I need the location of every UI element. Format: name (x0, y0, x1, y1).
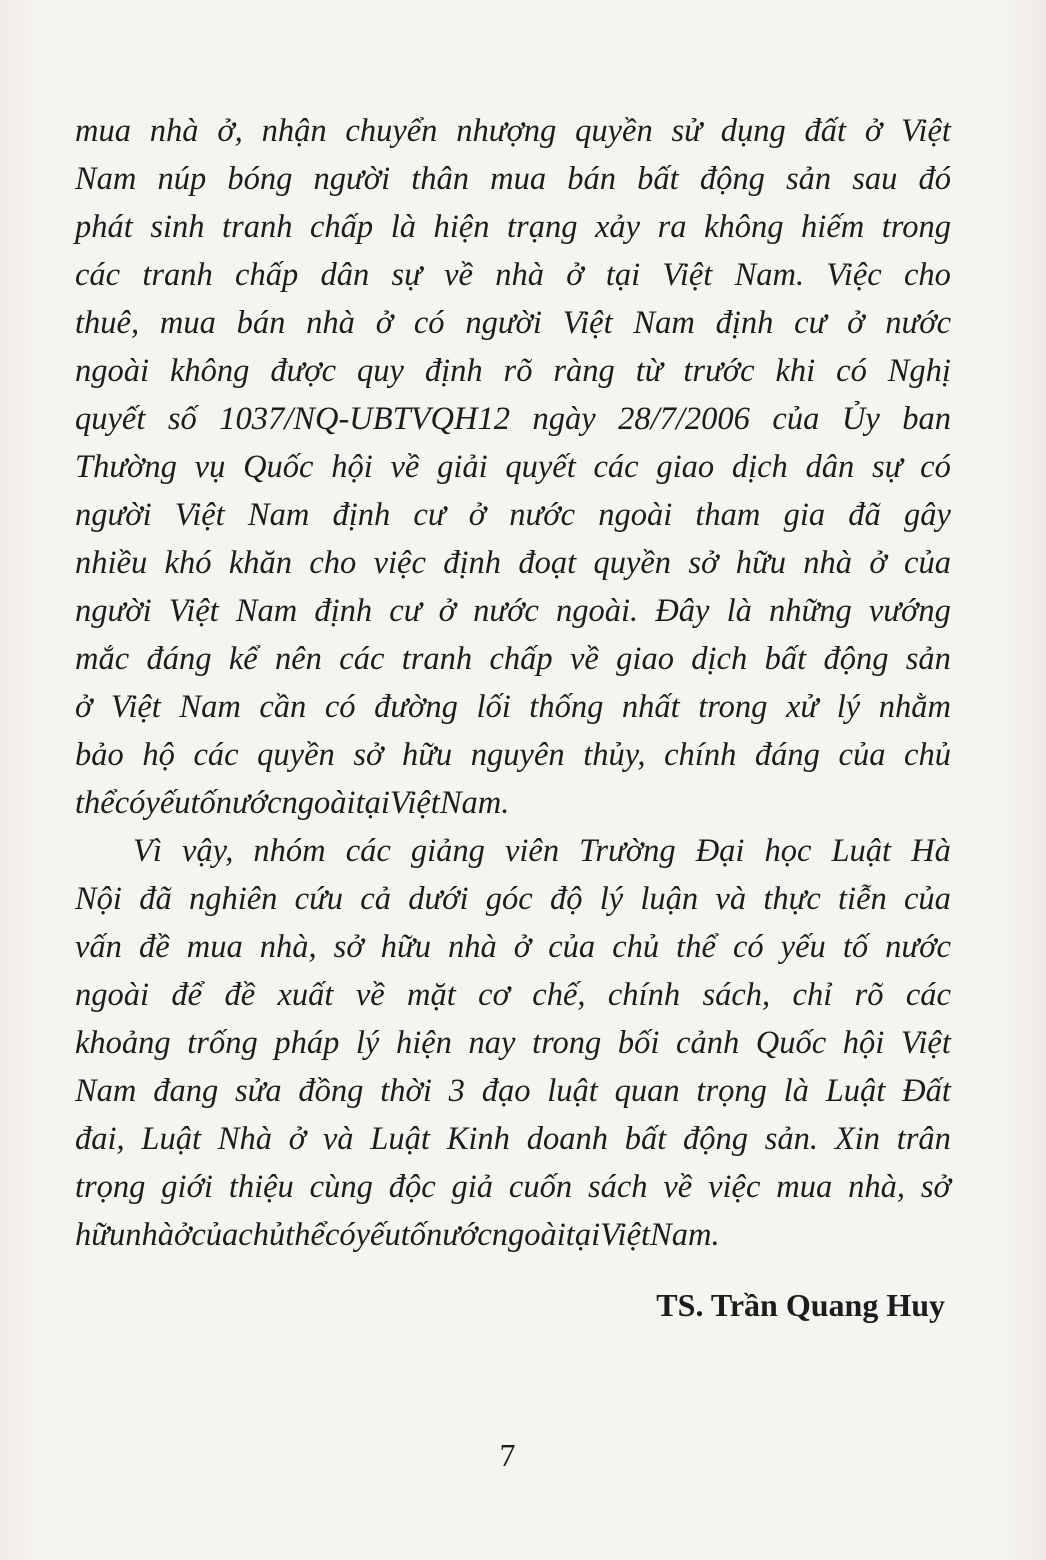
text-line: thể có yếu tố nước ngoài tại Việt Nam. (75, 785, 510, 821)
author-signature: TS. Trần Quang Huy (656, 1287, 945, 1323)
text-line: Nam núp bóng người thân mua bán bất động sản sau đó (75, 161, 951, 197)
text-line: ngoài không được quy định rõ ràng từ trước khi có Nghị (75, 353, 951, 389)
text-line: Nội đã nghiên cứu cả dưới góc độ lý luận và thực tiễn của (75, 881, 951, 917)
text-line: bảo hộ các quyền sở hữu nguyên thủy, chính đáng của chủ (75, 737, 951, 773)
paragraph (75, 827, 951, 1259)
text-line: đai, Luật Nhà ở và Luật Kinh doanh bất động sản. Xin trân (75, 1121, 951, 1157)
text-line: phát sinh tranh chấp là hiện trạng xảy ra không hiếm trong (75, 209, 951, 245)
text-line: người Việt Nam định cư ở nước ngoài tham gia đã gây (75, 497, 951, 533)
text-line: hữu nhà ở của chủ thể có yếu tố nước ngoài tại Việt Nam. (75, 1217, 720, 1253)
text-line: trọng giới thiệu cùng độc giả cuốn sách về việc mua nhà, sở (75, 1169, 951, 1205)
text-line: khoảng trống pháp lý hiện nay trong bối cảnh Quốc hội Việt (75, 1025, 951, 1061)
text-line: vấn đề mua nhà, sở hữu nhà ở của chủ thể có yếu tố nước (75, 929, 951, 965)
text-line: mắc đáng kể nên các tranh chấp về giao dịch bất động sản (75, 641, 951, 677)
text-line: các tranh chấp dân sự về nhà ở tại Việt Nam. Việc cho (75, 257, 951, 293)
text-line: ở Việt Nam cần có đường lối thống nhất trong xử lý nhằm (75, 689, 951, 725)
text-line: thuê, mua bán nhà ở có người Việt Nam định cư ở nước (75, 305, 951, 341)
body-text (75, 107, 951, 1259)
text-line: ngoài để đề xuất về mặt cơ chế, chính sách, chỉ rõ các (75, 977, 951, 1013)
text-line: quyết số 1037/NQ-UBTVQH12 ngày 28/7/2006 của Ủy ban (75, 401, 951, 437)
text-line: người Việt Nam định cư ở nước ngoài. Đây là những vướng (75, 593, 951, 629)
page-number: 7 (499, 1437, 516, 1473)
text-line: nhiều khó khăn cho việc định đoạt quyền sở hữu nhà ở của (75, 545, 951, 581)
text-line: Vì vậy, nhóm các giảng viên Trường Đại học Luật Hà (133, 833, 951, 869)
paragraph (75, 107, 951, 827)
text-line: Nam đang sửa đồng thời 3 đạo luật quan trọng là Luật Đất (75, 1073, 951, 1109)
text-line: Thường vụ Quốc hội về giải quyết các giao dịch dân sự có (75, 449, 951, 485)
text-line: mua nhà ở, nhận chuyển nhượng quyền sử dụng đất ở Việt (75, 113, 951, 149)
